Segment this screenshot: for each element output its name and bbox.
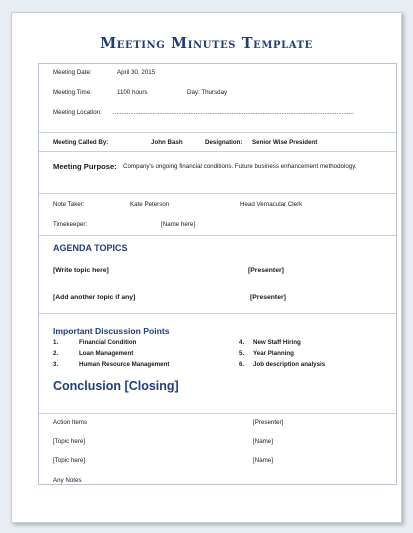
- any-notes-label: Any Notes: [53, 477, 82, 484]
- meeting-date-label: Meeting Date:: [53, 69, 92, 76]
- discussion-num-1: 1.: [53, 339, 59, 346]
- timekeeper-label: Timekeeper:: [53, 221, 88, 228]
- action-topic-2: [Topic here]: [53, 457, 85, 464]
- action-name-1: [Name]: [253, 438, 273, 445]
- discussion-item-5: Year Planning: [253, 350, 294, 357]
- note-taker-name: Kate Peterson: [130, 201, 170, 208]
- minutes-frame: [38, 63, 397, 485]
- purpose-label: Meeting Purpose:: [53, 162, 117, 171]
- purpose-text: Company's ongoing financial conditions. Future business enhancement methodology.: [123, 163, 357, 170]
- meeting-time-value: 1100 hours: [117, 89, 148, 96]
- document-title: Meeting Minutes Template: [100, 35, 313, 52]
- agenda-topic-2: [Add another topic if any]: [53, 294, 136, 301]
- agenda-topic-1: [Write topic here]: [53, 267, 109, 274]
- agenda-presenter-2: [Presenter]: [250, 294, 286, 301]
- discussion-num-2: 2.: [53, 350, 59, 357]
- agenda-presenter-1: [Presenter]: [248, 267, 284, 274]
- meeting-info-section: [39, 64, 396, 133]
- action-items-section: [39, 414, 396, 486]
- note-taker-label: Note Taker:: [53, 201, 85, 208]
- action-name-2: [Name]: [253, 457, 273, 464]
- discussion-item-3: Human Resource Management: [79, 361, 170, 368]
- action-presenter-header: [Presenter]: [253, 419, 284, 426]
- designation-value: Senior Wise President: [252, 139, 318, 146]
- discussion-num-4: 4.: [239, 339, 245, 346]
- action-topic-1: [Topic here]: [53, 438, 85, 445]
- discussion-item-4: New Staff Hiring: [253, 339, 301, 346]
- agenda-section: [39, 236, 396, 314]
- meeting-day: Day: Thursday: [187, 89, 228, 96]
- discussion-num-3: 3.: [53, 361, 59, 368]
- discussion-item-2: Loan Management: [79, 350, 134, 357]
- discussion-item-6: Job description analysis: [253, 361, 326, 368]
- purpose-section: [39, 152, 396, 194]
- agenda-heading: AGENDA TOPICS: [53, 243, 128, 253]
- discussion-section: [39, 314, 396, 374]
- conclusion-heading: Conclusion [Closing]: [53, 379, 179, 393]
- meeting-location-line: ............................................................................................................................................: [113, 109, 354, 116]
- document-page: [11, 12, 402, 523]
- action-items-header: Action Items: [53, 419, 88, 426]
- meeting-date-value: April 30, 2015: [117, 69, 156, 76]
- called-by-name: John Bash: [151, 139, 183, 146]
- discussion-heading: Important Discussion Points: [53, 326, 170, 336]
- called-by-section: [39, 133, 396, 152]
- discussion-num-6: 6.: [239, 361, 245, 368]
- meeting-time-label: Meeting Time:: [53, 89, 92, 96]
- timekeeper-value: [Name here]: [161, 221, 196, 228]
- roles-section: [39, 194, 396, 236]
- designation-label: Designation:: [205, 139, 243, 146]
- conclusion-section: [39, 374, 396, 414]
- meeting-location-label: Meeting Location:: [53, 109, 102, 116]
- discussion-item-1: Financial Condition: [79, 339, 137, 346]
- called-by-label: Meeting Called By:: [53, 139, 109, 146]
- note-taker-role: Head Vernacular Clerk: [240, 201, 303, 208]
- discussion-num-5: 5.: [239, 350, 245, 357]
